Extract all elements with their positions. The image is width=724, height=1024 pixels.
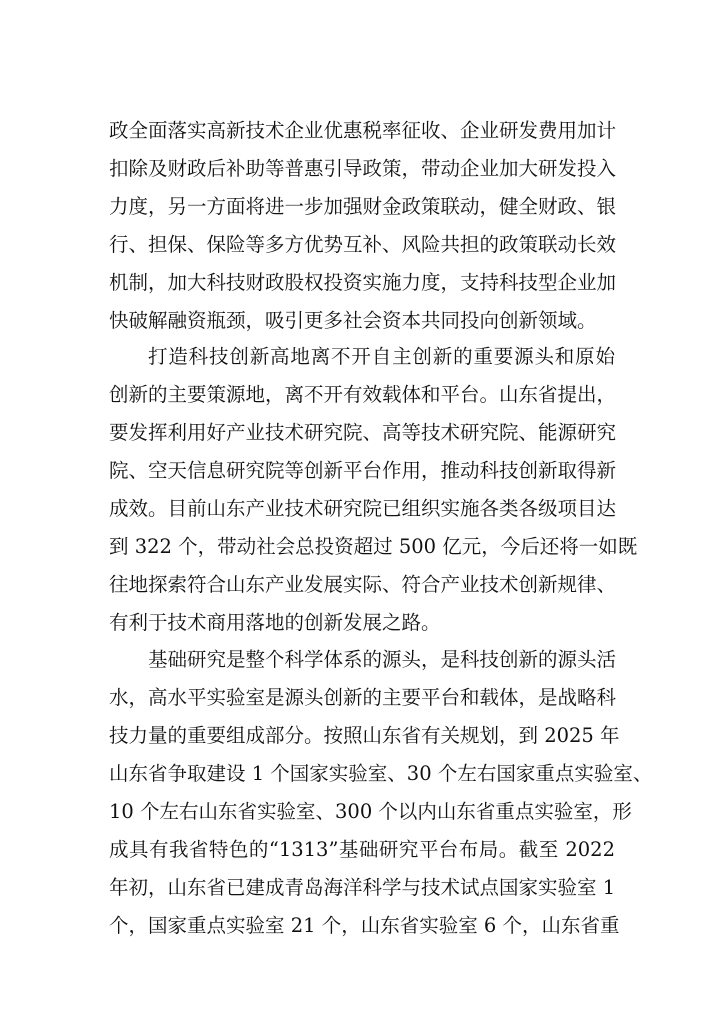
text-line: 有利于技术商用落地的创新发展之路。 [109,611,441,634]
text-line: 院、空天信息研究院等创新平台作用，推动科技创新取得新 [109,459,617,482]
text-line: 技力量的重要组成部分。按照山东省有关规划，到 2025 年 [109,724,620,747]
text-line: 行、担保、保险等多方优势互补、风险共担的政策联动长效 [109,233,617,256]
text-line: 10 个左右山东省实验室、300 个以内山东省重点实验室，形 [109,800,632,823]
text-line: 成具有我省特色的“1313”基础研究平台布局。截至 2022 [109,838,615,861]
text-line: 基础研究是整个科学体系的源头，是科技创新的源头活 [148,648,617,671]
text-line: 力度，另一方面将进一步加强财金政策联动，健全财政、银 [109,195,617,218]
text-line: 创新的主要策源地，离不开有效载体和平台。山东省提出， [109,383,617,406]
text-line: 山东省争取建设 1 个国家实验室、30 个左右国家重点实验室、 [109,762,653,785]
text-line: 年初，山东省已建成青岛海洋科学与技术试点国家实验室 1 [109,876,616,899]
text-line: 往地探索符合山东产业发展实际、符合产业技术创新规律、 [109,573,617,596]
text-line: 打造科技创新高地离不开自主创新的重要源头和原始 [148,345,615,368]
text-line: 要发挥利用好产业技术研究院、高等技术研究院、能源研究 [109,421,617,444]
text-line: 扣除及财政后补助等普惠引导政策，带动企业加大研发投入 [109,157,617,180]
text-line: 机制，加大科技财政股权投资实施力度，支持科技型企业加 [109,271,617,294]
text-line: 成效。目前山东产业技术研究院已组织实施各类各级项目达 [109,497,617,520]
text-line: 水，高水平实验室是源头创新的主要平台和载体，是战略科 [109,686,617,709]
text-line: 到 322 个，带动社会总投资超过 500 亿元，今后还将一如既 [109,535,638,558]
text-line: 个，国家重点实验室 21 个，山东省实验室 6 个，山东省重 [109,914,620,937]
text-line: 快破解融资瓶颈，吸引更多社会资本共同投向创新领域。 [109,309,597,332]
text-line: 政全面落实高新技术企业优惠税率征收、企业研发费用加计 [109,119,617,142]
